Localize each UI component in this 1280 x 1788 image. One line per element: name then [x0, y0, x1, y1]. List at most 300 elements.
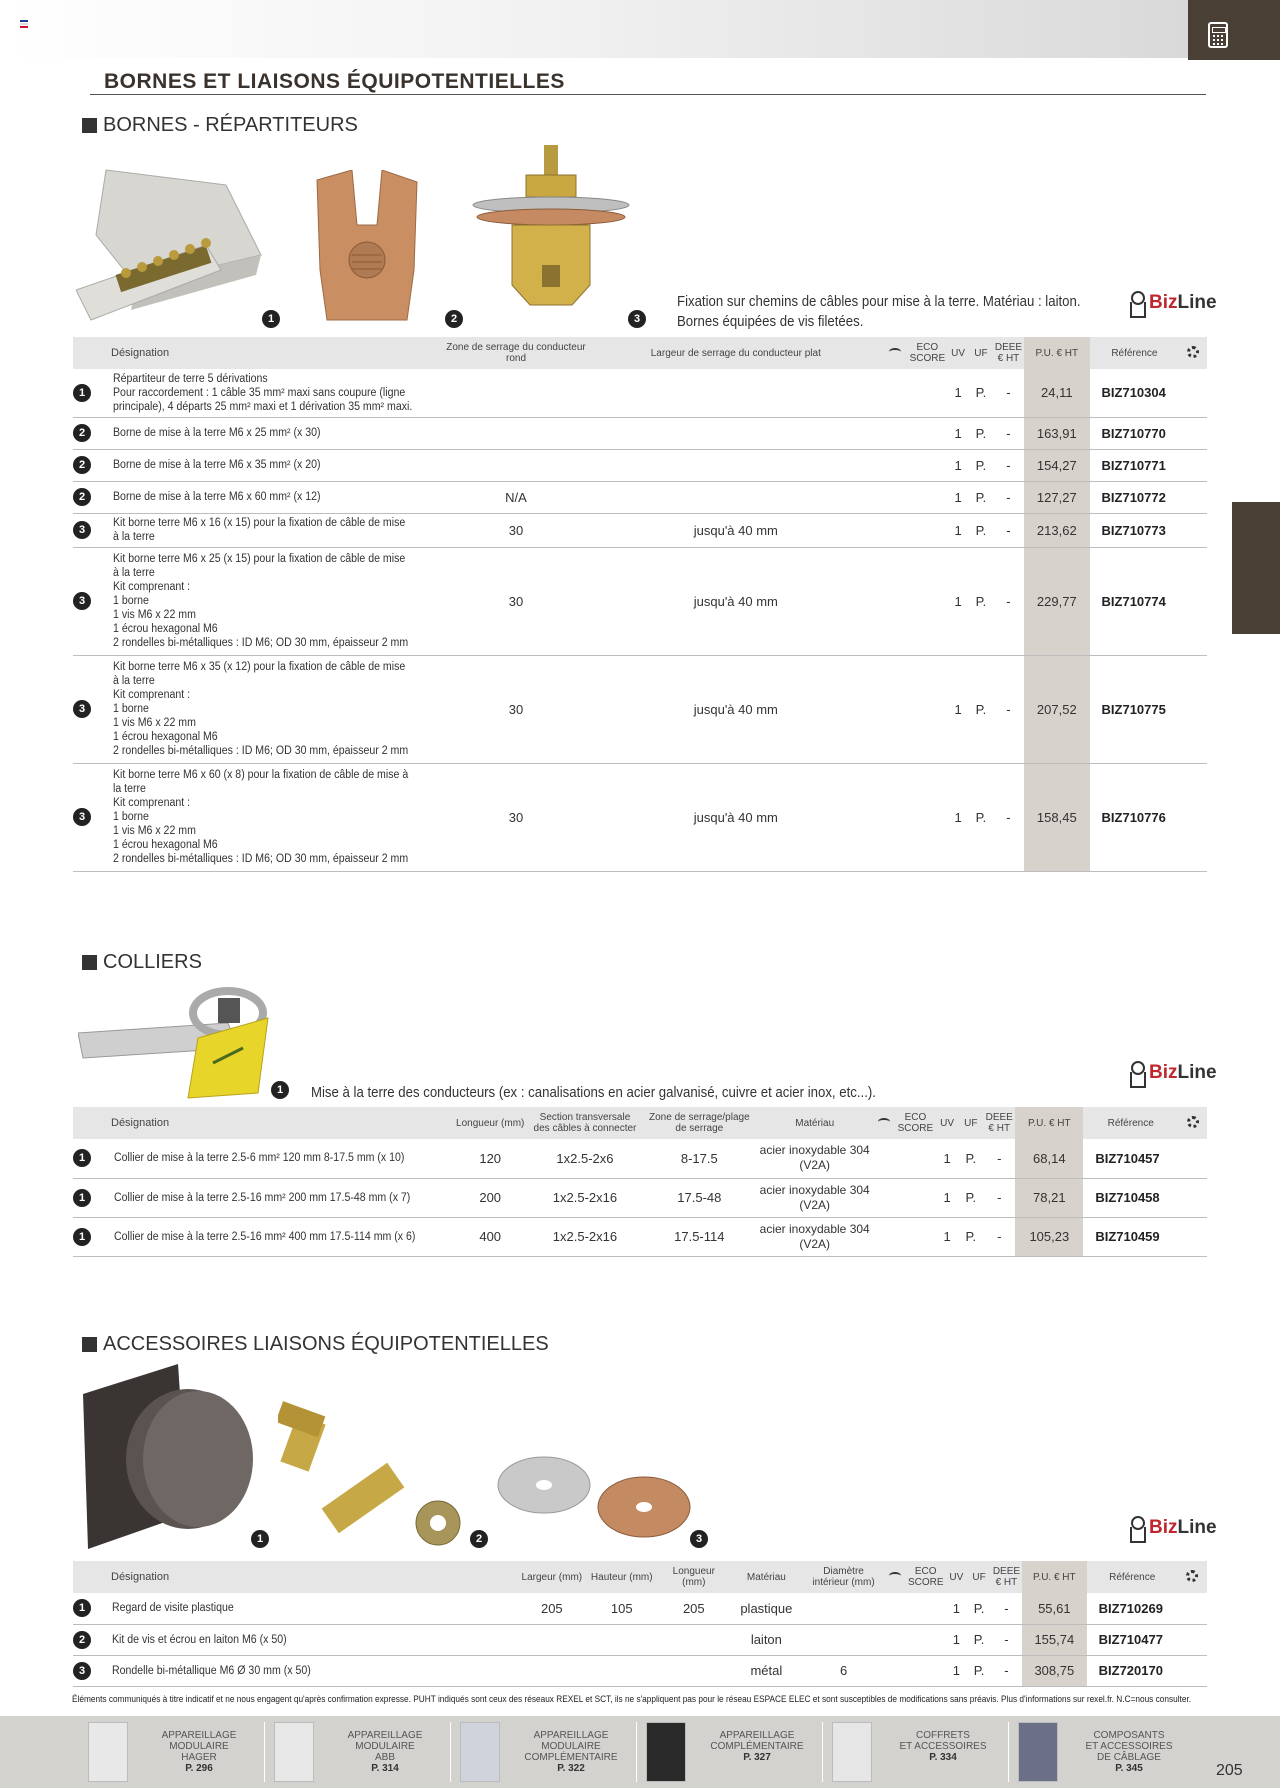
gear-icon — [1179, 337, 1207, 369]
designation-line: Kit comprenant : — [112, 797, 190, 809]
designation-cell — [111, 763, 443, 871]
table-header-row — [73, 337, 1207, 369]
uv-cell: 1 — [946, 1655, 968, 1686]
row-number-cell — [73, 481, 111, 513]
col-price: P.U. € HT — [1024, 337, 1089, 369]
eco-cell — [908, 763, 948, 871]
uf-cell: P. — [958, 1178, 983, 1217]
col-largeur: Largeur (mm) — [518, 1561, 586, 1593]
section-heading-bornes: BORNES - RÉPARTITEURS — [82, 114, 358, 137]
designation-line: Borne de mise à la terre M6 x 25 mm² (x 30) — [112, 427, 321, 439]
reference-cell[interactable]: BIZ710269 — [1087, 1593, 1178, 1624]
footer-nav-line: HAGER — [181, 1752, 217, 1763]
image-number-badge: 3 — [628, 310, 646, 328]
diametre-cell — [803, 1624, 885, 1655]
table-row — [73, 513, 1207, 547]
col-largeur: Largeur de serrage du conducteur plat — [590, 337, 882, 369]
designation-line: 2 rondelles bi-métalliques : ID M6; OD 30 mm, épaisseur 2 mm — [112, 745, 408, 757]
wifi-cell — [882, 655, 908, 763]
footer-nav-label — [1064, 1730, 1194, 1774]
table-header-row — [73, 1561, 1207, 1593]
image-number-badge: 2 — [470, 1530, 488, 1548]
row-number-cell — [73, 449, 111, 481]
top-bar — [0, 0, 1188, 58]
zone-cell: N/A — [442, 481, 590, 513]
zone-cell — [442, 449, 590, 481]
footer-nav-label — [134, 1730, 264, 1774]
largeur-cell — [590, 417, 882, 449]
section-cell: 1x2.5-2x6 — [528, 1139, 641, 1178]
zone-cell: 30 — [442, 655, 590, 763]
col-longueur: Longueur (mm) — [658, 1561, 730, 1593]
col-designation: Désignation — [73, 1107, 452, 1139]
wifi-cell — [872, 1139, 895, 1178]
col-reference: Référence — [1090, 337, 1180, 369]
title-divider — [90, 94, 1206, 95]
designation-text: Kit de vis et écrou en laiton M6 (x 50) — [111, 1633, 287, 1646]
footer-separator — [636, 1722, 637, 1782]
designation-line: Kit borne terre M6 x 35 (x 12) pour la fixation de câble de mise — [112, 661, 405, 673]
empty-cell — [1179, 513, 1207, 547]
col-eco-score: ECO SCORE — [895, 1107, 936, 1139]
accessoires-table — [73, 1561, 1207, 1687]
designation-cell — [112, 1139, 452, 1178]
row-number-cell — [73, 1217, 112, 1256]
col-uf: UF — [958, 1107, 983, 1139]
page-number: 205 — [1216, 1762, 1243, 1779]
footer-nav-item[interactable] — [1018, 1722, 1204, 1782]
col-eco-score: ECO SCORE — [908, 337, 948, 369]
uf-cell: P. — [969, 449, 993, 481]
footer-product-thumbnail — [646, 1722, 686, 1782]
wifi-cell — [884, 1593, 906, 1624]
deee-cell: - — [993, 369, 1024, 417]
eco-cell — [895, 1178, 936, 1217]
wifi-icon — [884, 1561, 906, 1593]
wifi-cell — [884, 1624, 906, 1655]
section-description: Mise à la terre des conducteurs (ex : canalisations en acier galvanisé, cuivre et acier inox, etc...). — [311, 1084, 876, 1101]
row-number-badge: 2 — [73, 424, 91, 442]
footer-product-thumbnail — [274, 1722, 314, 1782]
section-heading-accessoires: ACCESSOIRES LIAISONS ÉQUIPOTENTIELLES — [82, 1333, 549, 1356]
wifi-cell — [882, 481, 908, 513]
footer-nav-page: P. 327 — [743, 1752, 771, 1763]
designation-line: à la terre — [112, 531, 155, 543]
footnote: Éléments communiqués à titre indicatif et ne nous engagent qu'après confirmation expresse. PUHT indiqués sont ceux des réseaux REXEL et SCT, ils ne s'appliquent pas pour le réseau ESPACE ELEC et sont susceptibles de modifications sans préavis. Plus d'informations sur rexel.fr. N.C=nous consulter. — [72, 1694, 1192, 1704]
designation-line: Kit borne terre M6 x 60 (x 8) pour la fixation de câble de mise à — [112, 769, 408, 781]
footer-nav-line: COMPLÉMENTAIRE — [710, 1741, 804, 1752]
image-number-badge: 3 — [690, 1530, 708, 1548]
page-title: BORNES ET LIAISONS ÉQUIPOTENTIELLES — [104, 70, 565, 93]
footer-nav-line: APPAREILLAGE — [347, 1730, 423, 1741]
row-number-badge: 1 — [73, 1189, 91, 1207]
uf-cell: P. — [969, 547, 993, 655]
row-number-badge: 2 — [73, 488, 91, 506]
wifi-cell — [882, 513, 908, 547]
row-number-cell — [73, 1139, 112, 1178]
zone-cell — [442, 417, 590, 449]
longueur-cell — [658, 1655, 730, 1686]
eco-cell — [908, 369, 948, 417]
row-number-badge: 3 — [73, 700, 91, 718]
empty-cell — [1178, 1624, 1207, 1655]
footer-nav-page: P. 334 — [929, 1752, 957, 1763]
bizline-mascot-icon — [1128, 1514, 1146, 1542]
designation-line: à la terre — [112, 567, 155, 579]
col-zone: Zone de serrage/plage de serrage — [642, 1107, 757, 1139]
table-header-row — [73, 1107, 1207, 1139]
uf-cell: P. — [969, 763, 993, 871]
designation-line: 1 vis M6 x 22 mm — [112, 717, 196, 729]
price-cell: 158,45 — [1024, 763, 1089, 871]
designation-line: 1 vis M6 x 22 mm — [112, 609, 196, 621]
wifi-cell — [882, 417, 908, 449]
designation-line: 2 rondelles bi-métalliques : ID M6; OD 30 mm, épaisseur 2 mm — [112, 637, 408, 649]
footer-nav-item[interactable] — [832, 1722, 1018, 1782]
deee-cell: - — [991, 1593, 1022, 1624]
table-row — [73, 449, 1207, 481]
col-section: Section transversale des câbles à connecter — [528, 1107, 641, 1139]
table-row — [73, 547, 1207, 655]
price-cell: 127,27 — [1024, 481, 1089, 513]
col-designation: Désignation — [73, 337, 442, 369]
reference-cell[interactable]: BIZ710770 — [1090, 417, 1180, 449]
table-row — [73, 763, 1207, 871]
longueur-cell: 120 — [452, 1139, 528, 1178]
footer-nav-item[interactable] — [646, 1722, 832, 1782]
longueur-cell: 205 — [658, 1593, 730, 1624]
largeur-cell: jusqu'à 40 mm — [590, 655, 882, 763]
uv-cell: 1 — [947, 513, 969, 547]
uv-cell: 1 — [936, 1139, 959, 1178]
row-number-badge: 1 — [73, 384, 91, 402]
price-cell: 207,52 — [1024, 655, 1089, 763]
empty-cell — [1179, 481, 1207, 513]
hauteur-cell — [586, 1624, 658, 1655]
square-bullet-icon — [82, 118, 97, 133]
uf-cell: P. — [967, 1624, 991, 1655]
col-price: P.U. € HT — [1015, 1107, 1083, 1139]
row-number-cell — [73, 1624, 110, 1655]
row-number-cell — [73, 1655, 110, 1686]
deee-cell: - — [993, 763, 1024, 871]
row-number-cell — [73, 763, 111, 871]
zone-cell: 17.5-114 — [642, 1217, 757, 1256]
empty-cell — [1178, 1217, 1207, 1256]
col-reference: Référence — [1083, 1107, 1178, 1139]
deee-cell: - — [991, 1624, 1022, 1655]
reference-cell[interactable]: BIZ710304 — [1090, 369, 1180, 417]
zone-cell: 30 — [442, 547, 590, 655]
zone-cell: 8-17.5 — [642, 1139, 757, 1178]
deee-cell: - — [993, 449, 1024, 481]
col-diametre: Diamètre intérieur (mm) — [803, 1561, 885, 1593]
footer-product-thumbnail — [832, 1722, 872, 1782]
flag-icon — [20, 20, 28, 28]
footer-nav-line: MODULAIRE — [541, 1741, 601, 1752]
table-row — [73, 1139, 1207, 1178]
uv-cell: 1 — [936, 1178, 959, 1217]
footer-nav-line: MODULAIRE — [355, 1741, 415, 1752]
footer-nav-line: ET ACCESSOIRES — [899, 1741, 987, 1752]
inspection-box-image — [78, 1364, 256, 1549]
deee-cell: - — [993, 655, 1024, 763]
eco-cell — [906, 1624, 946, 1655]
eco-cell — [908, 481, 948, 513]
designation-cell — [110, 1624, 518, 1655]
hauteur-cell — [586, 1655, 658, 1686]
gear-icon — [1178, 1561, 1207, 1593]
largeur-cell — [590, 481, 882, 513]
earthing-clamp-image — [78, 978, 274, 1100]
footer-nav-line: COMPOSANTS — [1093, 1730, 1165, 1741]
largeur-cell: jusqu'à 40 mm — [590, 513, 882, 547]
deee-cell: - — [993, 513, 1024, 547]
empty-cell — [1178, 1178, 1207, 1217]
eco-cell — [908, 547, 948, 655]
earth-terminal-image — [312, 170, 422, 328]
deee-cell: - — [993, 417, 1024, 449]
footer-nav-line: DE CÂBLAGE — [1097, 1752, 1161, 1763]
row-number-badge: 2 — [73, 1631, 91, 1649]
eco-cell — [895, 1139, 936, 1178]
bizline-logo: Biz Line — [1128, 1059, 1217, 1087]
footer-nav-page: P. 314 — [371, 1763, 399, 1774]
reference-cell[interactable]: BIZ710776 — [1090, 763, 1180, 871]
uf-cell: P. — [969, 513, 993, 547]
eco-cell — [906, 1655, 946, 1686]
footer-nav-line: APPAREILLAGE — [533, 1730, 609, 1741]
table-row — [73, 655, 1207, 763]
designation-line: Kit borne terre M6 x 25 (x 15) pour la fixation de câble de mise — [112, 553, 405, 565]
deee-cell: - — [983, 1217, 1015, 1256]
footer-product-thumbnail — [460, 1722, 500, 1782]
uf-cell: P. — [969, 417, 993, 449]
table-row — [73, 1593, 1207, 1624]
empty-cell — [1178, 1655, 1207, 1686]
price-cell: 24,11 — [1024, 369, 1089, 417]
eco-cell — [895, 1217, 936, 1256]
designation-text: Regard de visite plastique — [111, 1602, 234, 1615]
price-cell: 105,23 — [1015, 1217, 1083, 1256]
designation-line: Borne de mise à la terre M6 x 35 mm² (x 20) — [112, 459, 321, 471]
uf-cell: P. — [958, 1139, 983, 1178]
col-deee: DEEE € HT — [991, 1561, 1022, 1593]
colliers-table — [73, 1107, 1207, 1257]
footer-nav-page: P. 322 — [557, 1763, 585, 1774]
footer-product-thumbnail — [88, 1722, 128, 1782]
deee-cell: - — [993, 481, 1024, 513]
deee-cell: - — [993, 547, 1024, 655]
longueur-cell: 400 — [452, 1217, 528, 1256]
col-designation: Désignation — [73, 1561, 518, 1593]
footer-nav-line: ABB — [374, 1752, 395, 1763]
materiau-cell: métal — [730, 1655, 803, 1686]
designation-line: Kit borne terre M6 x 16 (x 15) pour la fixation de câble de mise — [112, 517, 405, 529]
designation-line: Kit comprenant : — [112, 689, 190, 701]
diametre-cell: 6 — [803, 1655, 885, 1686]
col-zone: Zone de serrage du conducteur rond — [442, 337, 590, 369]
col-reference: Référence — [1087, 1561, 1178, 1593]
uf-cell: P. — [969, 369, 993, 417]
largeur-cell: 205 — [518, 1593, 586, 1624]
footer-nav-label — [878, 1730, 1008, 1763]
designation-cell — [112, 1217, 452, 1256]
reference-cell[interactable]: BIZ710458 — [1083, 1178, 1178, 1217]
price-cell: 213,62 — [1024, 513, 1089, 547]
designation-cell — [111, 449, 443, 481]
gear-icon — [1178, 1107, 1207, 1139]
materiau-cell: laiton — [730, 1624, 803, 1655]
designation-text: Rondelle bi-métallique M6 Ø 30 mm (x 50) — [111, 1664, 311, 1677]
image-number-badge: 2 — [445, 310, 463, 328]
designation-line: à la terre — [112, 675, 155, 687]
longueur-cell — [658, 1624, 730, 1655]
row-number-cell — [73, 417, 111, 449]
designation-line: Répartiteur de terre 5 dérivations — [112, 372, 268, 385]
price-cell: 154,27 — [1024, 449, 1089, 481]
col-materiau: Matériau — [757, 1107, 872, 1139]
col-eco-score: ECO SCORE — [906, 1561, 946, 1593]
deee-cell: - — [991, 1655, 1022, 1686]
calculator-tab[interactable] — [1188, 0, 1280, 60]
footer-separator — [822, 1722, 823, 1782]
materiau-cell: plastique — [730, 1593, 803, 1624]
deee-cell: - — [983, 1178, 1015, 1217]
reference-cell[interactable]: BIZ710477 — [1087, 1624, 1178, 1655]
row-number-badge: 1 — [73, 1599, 91, 1617]
bizline-logo: Biz Line — [1128, 1514, 1217, 1542]
footer-nav-line: COMPLÉMENTAIRE — [524, 1752, 618, 1763]
reference-cell[interactable]: BIZ710775 — [1090, 655, 1180, 763]
uf-cell: P. — [967, 1593, 991, 1624]
footer-nav-line: COFFRETS — [916, 1730, 970, 1741]
footer-nav-item[interactable] — [274, 1722, 460, 1782]
side-section-tab[interactable] — [1232, 502, 1280, 634]
footer-separator — [264, 1722, 265, 1782]
row-number-cell — [73, 547, 111, 655]
col-price: P.U. € HT — [1022, 1561, 1087, 1593]
table-row — [73, 1655, 1207, 1686]
wifi-icon — [872, 1107, 895, 1139]
wifi-cell — [882, 763, 908, 871]
uv-cell: 1 — [947, 417, 969, 449]
largeur-cell — [590, 449, 882, 481]
designation-line: 2 rondelles bi-métalliques : ID M6; OD 30 mm, épaisseur 2 mm — [112, 853, 408, 865]
designation-cell — [110, 1655, 518, 1686]
col-uf: UF — [967, 1561, 991, 1593]
table-row — [73, 1624, 1207, 1655]
uv-cell: 1 — [936, 1217, 959, 1256]
designation-cell — [111, 417, 443, 449]
col-hauteur: Hauteur (mm) — [586, 1561, 658, 1593]
eco-cell — [908, 513, 948, 547]
eco-cell — [906, 1593, 946, 1624]
footer-nav-item[interactable] — [460, 1722, 646, 1782]
designation-cell — [112, 1178, 452, 1217]
reference-cell[interactable]: BIZ710459 — [1083, 1217, 1178, 1256]
calculator-icon[interactable] — [1208, 22, 1228, 48]
materiau-cell: acier inoxydable 304 (V2A) — [757, 1178, 872, 1217]
row-number-badge: 3 — [73, 808, 91, 826]
footer-separator — [450, 1722, 451, 1782]
empty-cell — [1178, 1593, 1207, 1624]
largeur-cell: jusqu'à 40 mm — [590, 763, 882, 871]
price-cell: 55,61 — [1022, 1593, 1087, 1624]
zone-cell: 30 — [442, 513, 590, 547]
col-materiau: Matériau — [730, 1561, 803, 1593]
reference-cell[interactable]: BIZ710771 — [1090, 449, 1180, 481]
footer-nav-item[interactable] — [88, 1722, 274, 1782]
price-cell: 229,77 — [1024, 547, 1089, 655]
uv-cell: 1 — [946, 1624, 968, 1655]
col-longueur: Longueur (mm) — [452, 1107, 528, 1139]
designation-cell — [110, 1593, 518, 1624]
col-uv: UV — [947, 337, 969, 369]
empty-cell — [1179, 417, 1207, 449]
row-number-badge: 2 — [73, 456, 91, 474]
bimetal-washer-image — [496, 1455, 692, 1541]
uv-cell: 1 — [947, 655, 969, 763]
uv-cell: 1 — [947, 369, 969, 417]
eco-cell — [908, 417, 948, 449]
uv-cell: 1 — [947, 481, 969, 513]
uv-cell: 1 — [946, 1593, 968, 1624]
image-number-badge: 1 — [271, 1081, 289, 1099]
row-number-badge: 3 — [73, 1662, 91, 1680]
col-deee: DEEE € HT — [983, 1107, 1015, 1139]
bizline-mascot-icon — [1128, 1059, 1146, 1087]
footer-nav-label — [506, 1730, 636, 1774]
footer-nav-line: APPAREILLAGE — [719, 1730, 795, 1741]
footer-nav-label — [320, 1730, 450, 1774]
deee-cell: - — [983, 1139, 1015, 1178]
materiau-cell: acier inoxydable 304 (V2A) — [757, 1139, 872, 1178]
reference-cell[interactable]: BIZ710773 — [1090, 513, 1180, 547]
row-number-cell — [73, 369, 111, 417]
row-number-badge: 1 — [73, 1228, 91, 1246]
reference-cell[interactable]: BIZ710772 — [1090, 481, 1180, 513]
col-deee: DEEE € HT — [993, 337, 1024, 369]
wifi-cell — [872, 1217, 895, 1256]
wifi-icon — [882, 337, 908, 369]
row-number-badge: 1 — [73, 1149, 91, 1167]
bornes-table — [73, 337, 1207, 872]
designation-line: 1 borne — [112, 811, 149, 823]
reference-cell[interactable]: BIZ720170 — [1087, 1655, 1178, 1686]
image-number-badge: 1 — [251, 1530, 269, 1548]
reference-cell[interactable]: BIZ710774 — [1090, 547, 1180, 655]
footer-separator — [1008, 1722, 1009, 1782]
designation-line: Borne de mise à la terre M6 x 60 mm² (x 12) — [112, 491, 321, 503]
designation-line: 1 écrou hexagonal M6 — [112, 839, 218, 851]
section-heading-colliers: COLLIERS — [82, 951, 202, 974]
col-uf: UF — [969, 337, 993, 369]
wifi-cell — [884, 1655, 906, 1686]
empty-cell — [1179, 369, 1207, 417]
footer-nav-line: MODULAIRE — [169, 1741, 229, 1752]
empty-cell — [1178, 1139, 1207, 1178]
reference-cell[interactable]: BIZ710457 — [1083, 1139, 1178, 1178]
section-cell: 1x2.5-2x16 — [528, 1217, 641, 1256]
wifi-cell — [882, 449, 908, 481]
bizline-mascot-icon — [1128, 289, 1146, 317]
materiau-cell: acier inoxydable 304 (V2A) — [757, 1217, 872, 1256]
empty-cell — [1179, 763, 1207, 871]
distribution-block-image — [76, 145, 266, 330]
row-number-cell — [73, 513, 111, 547]
price-cell: 308,75 — [1022, 1655, 1087, 1686]
